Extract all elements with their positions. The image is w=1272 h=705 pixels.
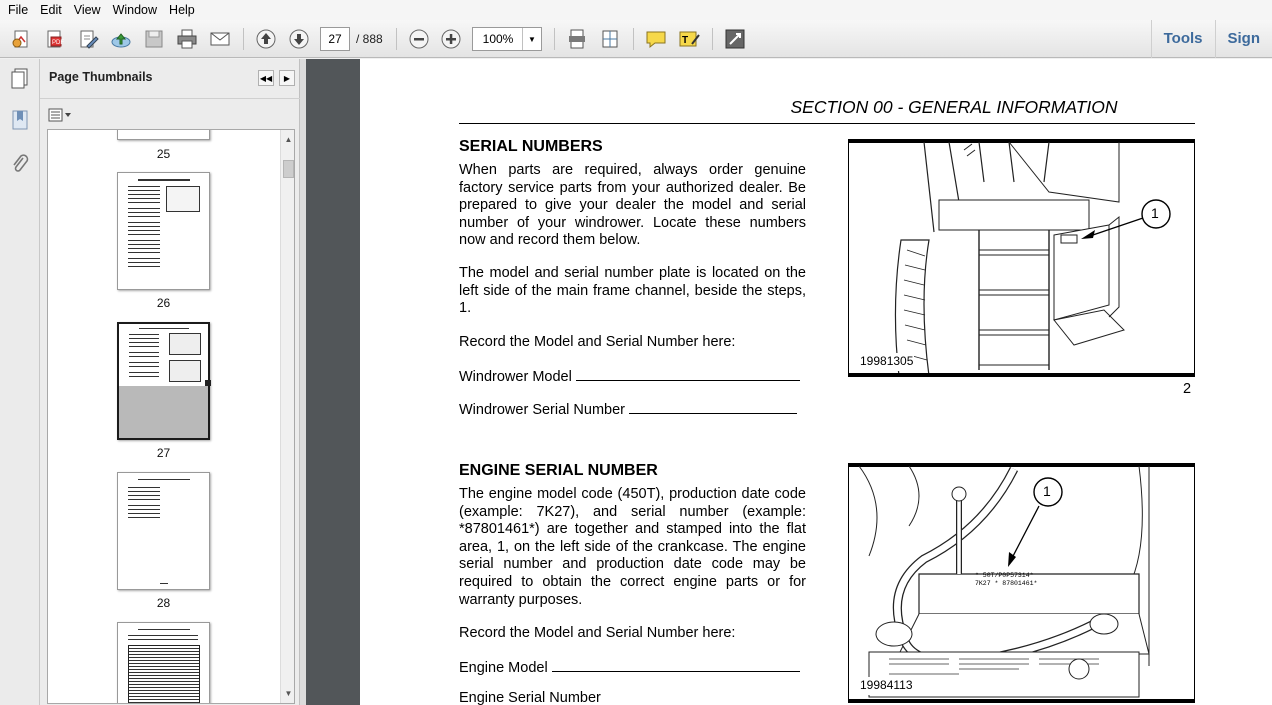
engine-heading: ENGINE SERIAL NUMBER — [459, 462, 658, 479]
toolbar-right — [1151, 20, 1272, 58]
windrower-serial-line — [629, 400, 797, 414]
serial-figure-callout: 1 — [1151, 205, 1159, 221]
thumbnail-page-28[interactable] — [117, 472, 210, 590]
thumbnail-label: 27 — [156, 446, 171, 460]
zoom-select[interactable] — [472, 27, 542, 51]
thumbnail-label: 25 — [156, 147, 171, 161]
menu-file[interactable]: File — [8, 3, 29, 17]
windrower-model-field — [459, 367, 800, 387]
thumbnail-label: 26 — [156, 296, 171, 310]
engine-stamp-line-2: 7K27 * 87801461* — [975, 580, 1038, 587]
chevron-down-icon[interactable]: ▼ — [522, 28, 541, 50]
page-number-input[interactable]: 27 — [320, 27, 350, 51]
menu-help[interactable]: Help — [169, 3, 195, 17]
tools-button[interactable]: Tools — [1151, 20, 1215, 58]
create-pdf-icon[interactable] — [9, 26, 35, 52]
scroll-down-icon[interactable]: ▼ — [284, 689, 293, 698]
save-icon[interactable] — [141, 26, 167, 52]
engine-crankcase-figure — [848, 463, 1195, 703]
engine-stamp-line-1: * 50T/P0P57314* — [975, 572, 1034, 579]
collapse-panel-icon[interactable]: ◀◀ — [258, 70, 274, 86]
engine-model-field — [459, 658, 800, 678]
fit-width-icon[interactable] — [597, 26, 623, 52]
windrower-serial-label: Windrower Serial Number — [459, 402, 625, 418]
menu-window[interactable]: Window — [112, 3, 158, 17]
highlight-icon[interactable] — [676, 26, 702, 52]
engine-figure-code: 19984113 — [859, 677, 914, 695]
options-icon — [48, 107, 74, 123]
thumbnail-label: 28 — [156, 596, 171, 610]
engine-record-text: Record the Model and Serial Number here: — [459, 625, 736, 641]
thumbnail-scrollbar[interactable] — [280, 130, 295, 703]
thumbnails-panel — [40, 59, 300, 705]
comment-icon[interactable] — [643, 26, 669, 52]
thumbnail-resize-handle[interactable] — [205, 380, 211, 386]
engine-figure-callout: 1 — [1043, 483, 1051, 499]
scroll-thumb[interactable] — [283, 160, 294, 178]
print-icon[interactable] — [174, 26, 200, 52]
engine-para-1: The engine model code (450T), production date code (example: 7K27), and serial number (example: *87801461*) are together and stamped into the flat area, 1, on the left side of the crankcase. The engine serial number and production date code may be required to obtain the correct engine parts or for warranty purposes. — [459, 486, 806, 608]
document-page — [360, 59, 1272, 705]
engine-stamp-text — [975, 572, 1037, 588]
menu-edit[interactable]: Edit — [40, 3, 62, 17]
sign-button[interactable]: Sign — [1215, 20, 1272, 58]
zoom-in-icon[interactable] — [438, 26, 464, 52]
engine-serial-label: Engine Serial Number — [459, 690, 601, 705]
thumbnails-header — [40, 59, 300, 99]
serial-figure-number: 2 — [1183, 381, 1192, 397]
scroll-up-icon[interactable]: ▲ — [284, 135, 293, 144]
serial-plate-figure — [848, 139, 1195, 377]
zoom-value: 100% — [482, 32, 514, 46]
menu-view[interactable]: View — [73, 3, 101, 17]
thumbnail-page-25[interactable] — [117, 129, 210, 140]
thumbnail-page-29[interactable] — [117, 622, 210, 704]
serial-heading: SERIAL NUMBERS — [459, 138, 603, 155]
windrower-model-label: Windrower Model — [459, 369, 572, 385]
svg-text:T: T — [682, 35, 689, 46]
serial-record-text: Record the Model and Serial Number here: — [459, 334, 736, 350]
page-thumbnails-icon[interactable] — [7, 65, 33, 91]
edit-icon[interactable] — [75, 26, 101, 52]
panel-title: Page Thumbnails — [49, 70, 153, 84]
thumbnail-list — [47, 129, 295, 704]
upload-icon[interactable] — [108, 26, 134, 52]
windrower-model-line — [576, 367, 800, 381]
email-icon[interactable] — [207, 26, 233, 52]
serial-para-2: The model and serial number plate is located on the left side of the main frame channel, beside the steps, 1. — [459, 265, 806, 317]
windrower-serial-field — [459, 400, 797, 420]
fit-page-icon[interactable] — [564, 26, 590, 52]
navigation-pane-strip — [0, 59, 40, 705]
convert-icon[interactable] — [42, 26, 68, 52]
svg-text:PDF: PDF — [52, 40, 64, 46]
thumbnail-page-27[interactable] — [117, 322, 210, 440]
serial-para-1: When parts are required, always order genuine factory service parts from your authorized dealer. Be prepared to give your dealer the model and serial number of your windrower. Locate these numbers now and record them below. — [459, 162, 806, 249]
fullscreen-icon[interactable] — [722, 26, 748, 52]
serial-figure-code: 19981305 — [859, 353, 914, 371]
section-title: SECTION 00 - GENERAL INFORMATION — [790, 97, 1118, 117]
thumbnail-page-26[interactable] — [117, 172, 210, 290]
next-page-icon[interactable] — [286, 26, 312, 52]
attachments-icon[interactable] — [7, 151, 33, 177]
expand-panel-icon[interactable]: ▶ — [279, 70, 295, 86]
toolbar — [0, 20, 1272, 58]
header-rule — [459, 123, 1195, 124]
page-total: / 888 — [356, 32, 383, 46]
options-button[interactable] — [48, 107, 74, 123]
engine-serial-field — [459, 690, 601, 705]
document-view — [306, 59, 1272, 705]
bookmarks-icon[interactable] — [7, 107, 33, 133]
prev-page-icon[interactable] — [253, 26, 279, 52]
engine-model-line — [552, 658, 800, 672]
menu-bar — [0, 0, 1272, 20]
zoom-out-icon[interactable] — [406, 26, 432, 52]
engine-model-label: Engine Model — [459, 660, 548, 676]
